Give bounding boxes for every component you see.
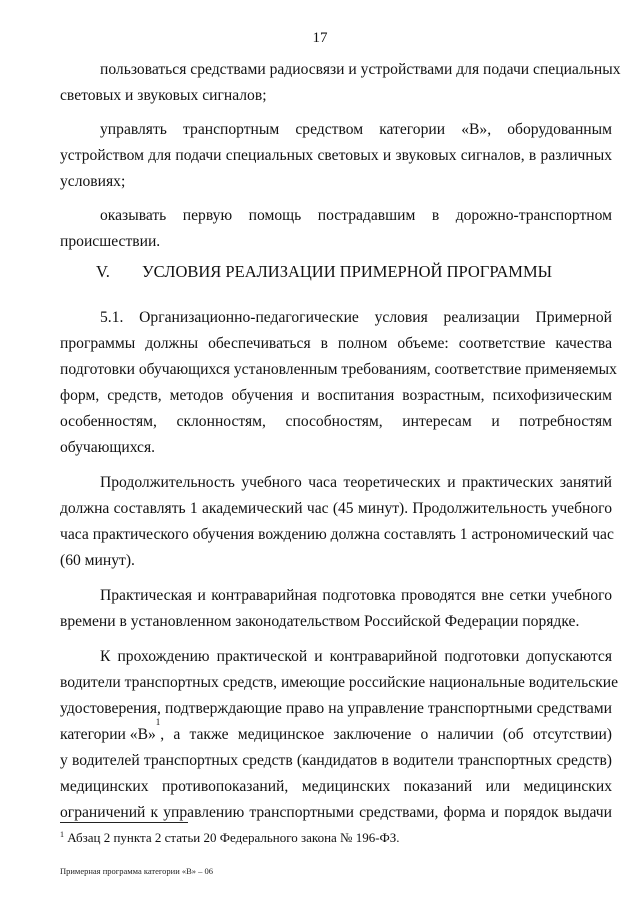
paragraph xyxy=(60,583,612,635)
footnote-reference: 1 xyxy=(155,717,161,727)
section-heading xyxy=(96,262,552,282)
text-line: обучающихся. xyxy=(60,439,156,456)
text-line: 5.1. Организационно-педагогические условия реализации Примерной xyxy=(100,309,612,326)
text-line: К прохождению практической и контраварийной подготовки допускаются xyxy=(100,648,612,665)
text-line: времени в установленном законодательством Российской Федерации порядке. xyxy=(60,613,580,630)
text-line: Практическая и контраварийная подготовка проводятся вне сетки учебного xyxy=(100,587,612,604)
text-line: (60 минут). xyxy=(60,552,135,569)
paragraph xyxy=(60,305,617,461)
text-line: условиях; xyxy=(60,172,126,190)
text-line: должна составлять 1 академический час (45 минут). Продолжительность учебного xyxy=(60,500,612,517)
text-line: ограничений к управлению транспортными средствами, форма и порядок выдачи xyxy=(60,804,612,821)
text-line: особенностям, склонностям, способностям, интересам и потребностям xyxy=(60,413,612,430)
page-footer: Примерная программа категории «В» – 06 xyxy=(60,866,214,876)
paragraph xyxy=(60,470,612,574)
paragraph xyxy=(60,57,621,108)
text-fragment: категории «В» xyxy=(60,726,156,743)
text-line: водители транспортных средств, имеющие российские национальные водительские xyxy=(60,674,619,691)
text-line: устройством для подачи специальных световых и звуковых сигналов, в различных xyxy=(60,147,612,165)
text-line: программы должны обеспечиваться в полном объеме: соответствие качества xyxy=(60,335,612,352)
footnote-marker: 1 xyxy=(60,830,64,839)
paragraph xyxy=(60,203,612,254)
text-line: подготовки обучающихся установленным требованиям, соответствие применяемых xyxy=(60,361,617,378)
intro-text xyxy=(60,57,621,255)
text-line: часа практического обучения вождению должна составлять 1 астрономический час xyxy=(60,526,614,543)
text-line: оказывать первую помощь пострадавшим в дорожно-транспортном xyxy=(100,207,612,225)
text-line: пользоваться средствами радиосвязи и устройствами для подачи специальных xyxy=(100,61,621,78)
section-title: УСЛОВИЯ РЕАЛИЗАЦИИ ПРИМЕРНОЙ ПРОГРАММЫ xyxy=(142,262,553,281)
footnote xyxy=(60,830,400,846)
text-line: световых и звуковых сигналов; xyxy=(60,86,267,104)
text-line: Продолжительность учебного часа теоретических и практических занятий xyxy=(100,474,612,491)
text-line: удостоверения, подтверждающие право на управление транспортными средствами xyxy=(60,700,612,717)
text-fragment: , а также медицинское заключение о наличии (об отсутствии) xyxy=(160,726,612,743)
text-line: управлять транспортным средством категории «В», оборудованным xyxy=(100,121,612,139)
paragraph xyxy=(60,644,619,826)
section-number: V. xyxy=(96,262,110,281)
page-number: 17 xyxy=(312,30,328,46)
text-line: происшествии. xyxy=(60,233,161,251)
text-line: форм, средств, методов обучения и воспитания возрастным, психофизическим xyxy=(60,387,612,404)
footnote-text: Абзац 2 пункта 2 статьи 20 Федерального закона № 196-ФЗ. xyxy=(67,830,400,845)
text-line xyxy=(60,717,612,748)
footnote-divider xyxy=(60,822,188,823)
section-body xyxy=(60,305,619,826)
paragraph xyxy=(60,117,612,194)
text-line: медицинских противопоказаний, медицинских показаний или медицинских xyxy=(60,778,612,795)
text-line: у водителей транспортных средств (кандидатов в водители транспортных средств) xyxy=(60,752,612,769)
